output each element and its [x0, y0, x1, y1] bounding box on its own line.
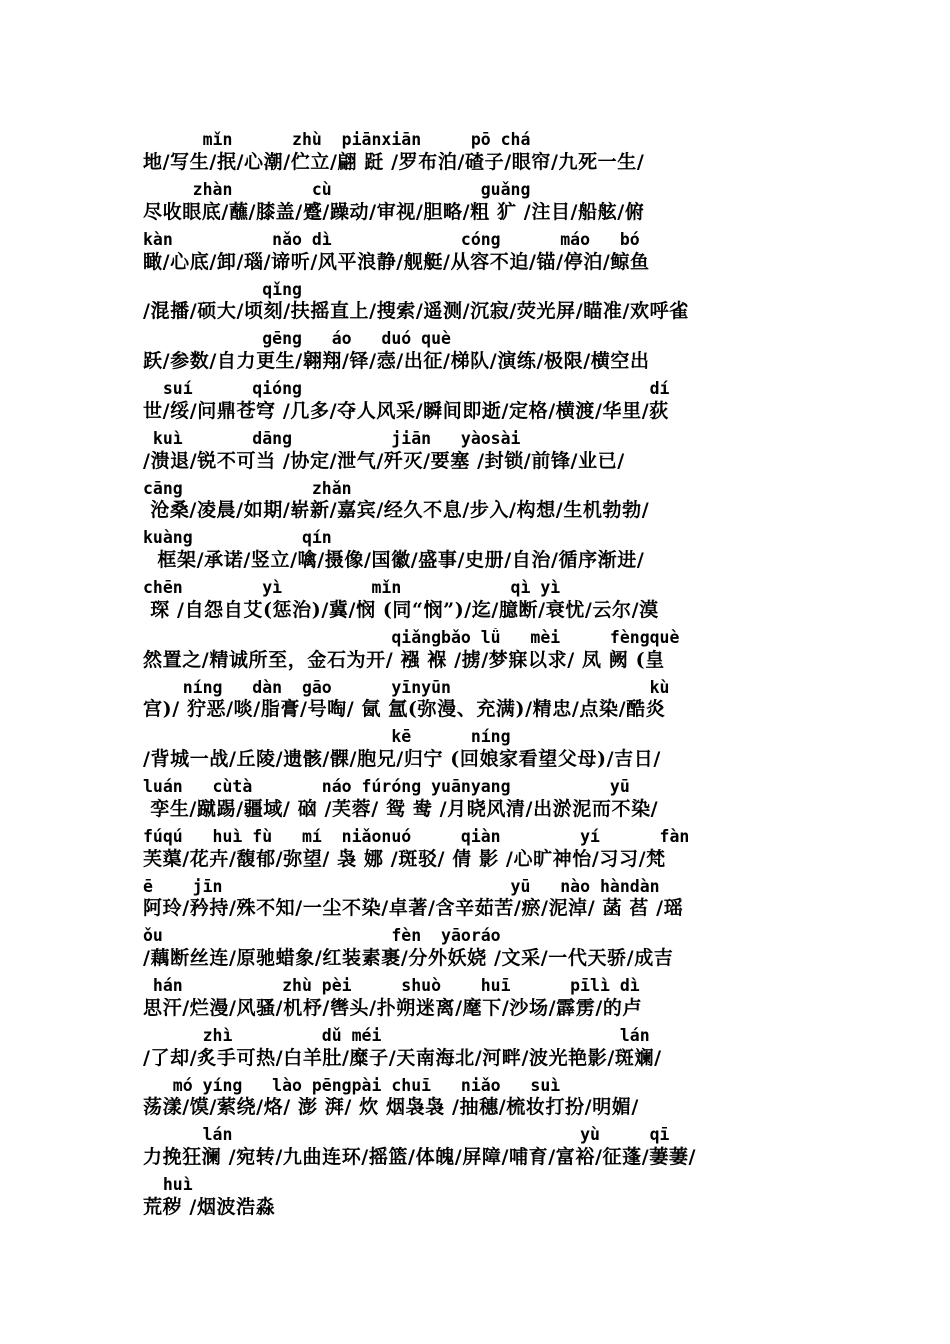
pinyin-line: fúqú huì fù mí niǎonuó qiàn yí fàn	[143, 827, 690, 846]
pinyin-line: níng dàn gāo yīnyūn kù	[143, 678, 670, 697]
vocabulary-line: 沧桑/凌晨/如期/崭新/嘉宾/经久不息/步入/构想/生机勃勃/	[143, 499, 650, 521]
pinyin-line: mó yíng lào pēngpài chuī niǎo suì	[143, 1076, 561, 1095]
pinyin-line: hán zhù pèi shuò huī pīlì dì	[143, 976, 640, 995]
vocabulary-line: 思汗/烂漫/风骚/机杼/辔头/扑朔迷离/麾下/沙场/霹雳/的卢	[143, 997, 643, 1019]
vocabulary-line: 荒秽 /烟波浩淼	[143, 1196, 276, 1218]
pinyin-line: zhàn cù guǎng	[143, 180, 531, 199]
pinyin-line: ǒu fèn yāoráo	[143, 926, 501, 945]
vocabulary-line: 尽收眼底/蘸/膝盖/蹙/躁动/审视/胆略/粗 犷 /注目/船舷/俯	[143, 201, 645, 223]
vocabulary-line: 琛 /自怨自艾(惩治)/冀/悯 (同“悯”)/迄/臆断/衰忧/云尔/漠	[143, 599, 659, 621]
pinyin-line: kē níng	[143, 727, 511, 746]
pinyin-line: mǐn zhù piānxiān pō chá	[143, 130, 531, 149]
vocabulary-line: 瞰/心底/卸/瑙/谛听/风平浪静/舰艇/从容不迫/锚/停泊/鲸鱼	[143, 251, 650, 273]
pinyin-line: gēng áo duó què	[143, 329, 451, 348]
pinyin-line: suí qióng dí	[143, 379, 670, 398]
vocabulary-line: 宫)/ 狞恶/啖/脂膏/号啕/ 氤 氲(弥漫、充满)/精忠/点染/酷炎	[143, 698, 666, 720]
vocabulary-line: 框架/承诺/竖立/噙/摄像/国徽/盛事/史册/自治/循序渐进/	[143, 549, 645, 571]
vocabulary-line: /藕断丝连/原驰蜡象/红装素裹/分外妖娆 /文采/一代天骄/成吉	[143, 947, 674, 969]
vocabulary-line: 芙蕖/花卉/馥郁/弥望/ 袅 娜 /斑驳/ 倩 影 /心旷神怡/习习/梵	[143, 848, 666, 870]
vocabulary-line: 阿玲/矜持/殊不知/一尘不染/卓著/含辛茹苦/瘀/泥淖/ 菡 萏 /瑶	[143, 897, 684, 919]
vocabulary-line: /了却/炙手可热/白羊肚/糜子/天南海北/河畔/波光艳影/斑斓/	[143, 1047, 662, 1069]
pinyin-line: lán yù qī	[143, 1125, 670, 1144]
pinyin-line: kuàng qín	[143, 528, 332, 547]
vocabulary-line: 荡漾/馍/萦绕/烙/ 澎 湃/ 炊 烟袅袅 /抽穗/梳妆打扮/明媚/	[143, 1096, 639, 1118]
pinyin-line: chēn yì mǐn qì yì	[143, 578, 561, 597]
pinyin-line: kuì dāng jiān yàosài	[143, 429, 521, 448]
pinyin-line: ē jīn yū nào hàndàn	[143, 877, 660, 896]
pinyin-line: kàn nǎo dì cóng máo bó	[143, 230, 640, 249]
vocabulary-line: /溃退/锐不可当 /协定/泄气/歼灭/要塞 /封锁/前锋/业已/	[143, 450, 625, 472]
pinyin-line: huì	[143, 1175, 193, 1194]
pinyin-line: luán cùtà náo fúróng yuānyang yū	[143, 777, 630, 796]
vocabulary-line: 孪生/蹴踢/疆域/ 硇 /芙蓉/ 鸳 鸯 /月晓风清/出淤泥而不染/	[143, 798, 659, 820]
pinyin-line: cāng zhǎn	[143, 479, 352, 498]
vocabulary-line: /背城一战/丘陵/遗骸/髁/胞兄/归宁 (回娘家看望父母)/吉日/	[143, 748, 661, 770]
vocabulary-line: /混播/硕大/顷刻/扶摇直上/搜索/遥测/沉寂/荧光屏/瞄准/欢呼雀	[143, 300, 689, 322]
vocabulary-line: 地/写生/抿/心潮/伫立/翩 跹 /罗布泊/碴子/眼帘/九死一生/	[143, 151, 645, 173]
vocabulary-line: 跃/参数/自力更生/翱翔/铎/悫/出征/梯队/演练/极限/横空出	[143, 350, 650, 372]
pinyin-line: zhì dǔ méi lán	[143, 1026, 650, 1045]
pinyin-line: qiǎngbǎo lǚ mèi fèngquè	[143, 628, 680, 647]
vocabulary-line: 然置之/精诚所至，金石为开/ 襁 褓 /掳/梦寐以求/ 凤 阙 (皇	[143, 649, 665, 671]
pinyin-line: qǐng	[143, 280, 302, 299]
vocabulary-line: 世/绥/问鼎苍穹 /几多/夺人风采/瞬间即逝/定格/横渡/华里/荻	[143, 400, 669, 422]
vocabulary-line: 力挽狂澜 /宛转/九曲连环/摇篮/体魄/屏障/哺育/富裕/征蓬/萋萋/	[143, 1146, 697, 1168]
